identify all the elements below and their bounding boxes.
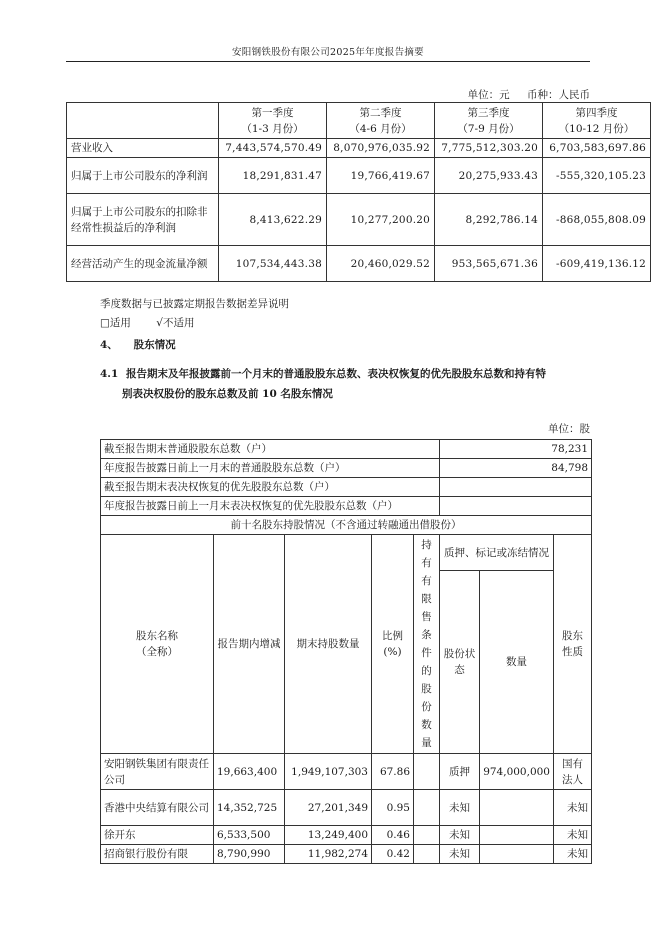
holder-change: 8,790,990 <box>214 845 285 864</box>
cell-value: 20,460,029.52 <box>327 246 435 282</box>
holder-restricted <box>414 845 440 864</box>
holder-status: 未知 <box>440 790 480 826</box>
subsection-heading <box>100 364 595 404</box>
cell-value: 8,413,622.29 <box>219 194 327 246</box>
holder-quantity: 974,000,000 <box>480 754 554 790</box>
cell-value: 8,292,786.14 <box>435 194 543 246</box>
holder-end-shares: 11,982,274 <box>285 845 372 864</box>
summary-label: 截至报告期末普通股股东总数（户） <box>101 440 440 459</box>
holder-quantity <box>480 790 554 826</box>
running-header: 安阳钢铁股份有限公司2025年年度报告摘要 <box>232 47 424 58</box>
col-holder-nature: 股东性质 <box>554 535 592 754</box>
row-label: 归属于上市公司股东的净利润 <box>67 158 219 194</box>
holder-name: 徐开东 <box>101 826 214 845</box>
holder-change: 19,663,400 <box>214 754 285 790</box>
holder-nature: 未知 <box>554 845 592 864</box>
col-share-status: 股份状态 <box>440 571 480 754</box>
header-rule <box>66 61 590 62</box>
holder-status: 未知 <box>440 845 480 864</box>
col-period-change: 报告期内增减 <box>214 535 285 754</box>
not-applicable-checkbox: √不适用 <box>156 317 195 329</box>
unit-label: 单位：元 <box>467 89 510 101</box>
cell-value: 18,291,831.47 <box>219 158 327 194</box>
cell-value: 7,775,512,303.20 <box>435 139 543 158</box>
holder-nature: 未知 <box>554 790 592 826</box>
currency-label: 币种：人民币 <box>527 89 590 101</box>
holder-name: 香港中央结算有限公司 <box>101 790 214 826</box>
cell-value: 107,534,443.38 <box>219 246 327 282</box>
summary-value: 78,231 <box>440 440 592 459</box>
row-label: 营业收入 <box>67 139 219 158</box>
top10-title-row <box>101 516 592 535</box>
holder-ratio: 0.95 <box>372 790 414 826</box>
table-row <box>101 754 592 790</box>
col-ratio: 比例 (%) <box>372 535 414 754</box>
subsection-title-line1: 报告期末及年报披露前一个月末的普通股股东总数、表决权恢复的优先股股东总数和持有特 <box>126 368 546 380</box>
summary-label: 截至报告期末表决权恢复的优先股股东总数（户） <box>101 478 440 497</box>
holder-change: 6,533,500 <box>214 826 285 845</box>
holder-end-shares: 1,949,107,303 <box>285 754 372 790</box>
table-row <box>67 139 651 158</box>
cell-value: 6,703,583,697.86 <box>543 139 651 158</box>
summary-row <box>101 440 592 459</box>
share-unit-label: 单位：股 <box>548 423 590 435</box>
col-quantity: 数量 <box>480 571 554 754</box>
applicable-checkbox: □适用 <box>100 317 131 329</box>
summary-row <box>101 459 592 478</box>
cell-value: 8,070,976,035.92 <box>327 139 435 158</box>
holder-restricted <box>414 826 440 845</box>
cell-value: 953,565,671.36 <box>435 246 543 282</box>
cell-value: 7,443,574,570.49 <box>219 139 327 158</box>
holder-restricted <box>414 754 440 790</box>
holder-ratio: 67.86 <box>372 754 414 790</box>
holder-ratio: 0.42 <box>372 845 414 864</box>
subsection-number: 4.1 <box>100 368 119 380</box>
cell-value: -868,055,808.09 <box>543 194 651 246</box>
section-heading <box>100 337 176 352</box>
quarterly-header-blank <box>67 103 219 139</box>
table-row <box>101 826 592 845</box>
cell-value: 20,275,933.43 <box>435 158 543 194</box>
holder-ratio: 0.46 <box>372 826 414 845</box>
holder-end-shares: 13,249,400 <box>285 826 372 845</box>
holder-quantity <box>480 826 554 845</box>
table-row <box>67 194 651 246</box>
summary-label: 年度报告披露日前上一月末的普通股股东总数（户） <box>101 459 440 478</box>
table-row <box>67 246 651 282</box>
col-shareholder-name: 股东名称 （全称） <box>101 535 214 754</box>
summary-row <box>101 478 592 497</box>
quarter-header: 第四季度 （10-12 月份） <box>543 103 651 139</box>
top10-title: 前十名股东持股情况（不含通过转融通出借股份） <box>101 516 592 535</box>
holder-status: 未知 <box>440 826 480 845</box>
quarter-header: 第二季度 （4-6 月份） <box>327 103 435 139</box>
table-row <box>67 158 651 194</box>
summary-label: 年度报告披露日前上一月末表决权恢复的优先股股东总数（户） <box>101 497 440 516</box>
quarter-header: 第一季度 （1-3 月份） <box>219 103 327 139</box>
shareholders-table <box>100 439 592 864</box>
col-pledge-group: 质押、标记或冻结情况 <box>440 535 554 571</box>
holder-status: 质押 <box>440 754 480 790</box>
quarterly-data-table <box>66 102 651 282</box>
holder-end-shares: 27,201,349 <box>285 790 372 826</box>
holder-change: 14,352,725 <box>214 790 285 826</box>
section-number: 4、 <box>100 339 118 351</box>
holder-nature: 国有法人 <box>554 754 592 790</box>
holder-name: 招商银行股份有限 <box>101 845 214 864</box>
summary-value <box>440 478 592 497</box>
column-header-row <box>101 535 592 571</box>
quarterly-header-row <box>67 103 651 139</box>
col-end-shares: 期末持股数量 <box>285 535 372 754</box>
quarter-header: 第三季度 （7-9 月份） <box>435 103 543 139</box>
summary-value: 84,798 <box>440 459 592 478</box>
applicability-options <box>100 315 216 330</box>
row-label: 归属于上市公司股东的扣除非经常性损益后的净利润 <box>67 194 219 246</box>
subsection-title-line2: 别表决权股份的股东总数及前 10 名股东情况 <box>122 388 333 400</box>
quarterly-diff-note: 季度数据与已披露定期报告数据差异说明 <box>100 298 289 310</box>
unit-currency-line <box>66 87 590 102</box>
section-title: 股东情况 <box>133 339 176 351</box>
cell-value: -609,419,136.12 <box>543 246 651 282</box>
cell-value: 10,277,200.20 <box>327 194 435 246</box>
table-row <box>101 845 592 864</box>
holder-quantity <box>480 845 554 864</box>
summary-value <box>440 497 592 516</box>
holder-name: 安阳钢铁集团有限责任公司 <box>101 754 214 790</box>
holder-nature: 未知 <box>554 826 592 845</box>
col-restricted-shares: 持有有限售条件的股份数量 <box>414 535 440 754</box>
cell-value: -555,320,105.23 <box>543 158 651 194</box>
row-label: 经营活动产生的现金流量净额 <box>67 246 219 282</box>
cell-value: 19,766,419.67 <box>327 158 435 194</box>
summary-row <box>101 497 592 516</box>
table-row <box>101 790 592 826</box>
holder-restricted <box>414 790 440 826</box>
